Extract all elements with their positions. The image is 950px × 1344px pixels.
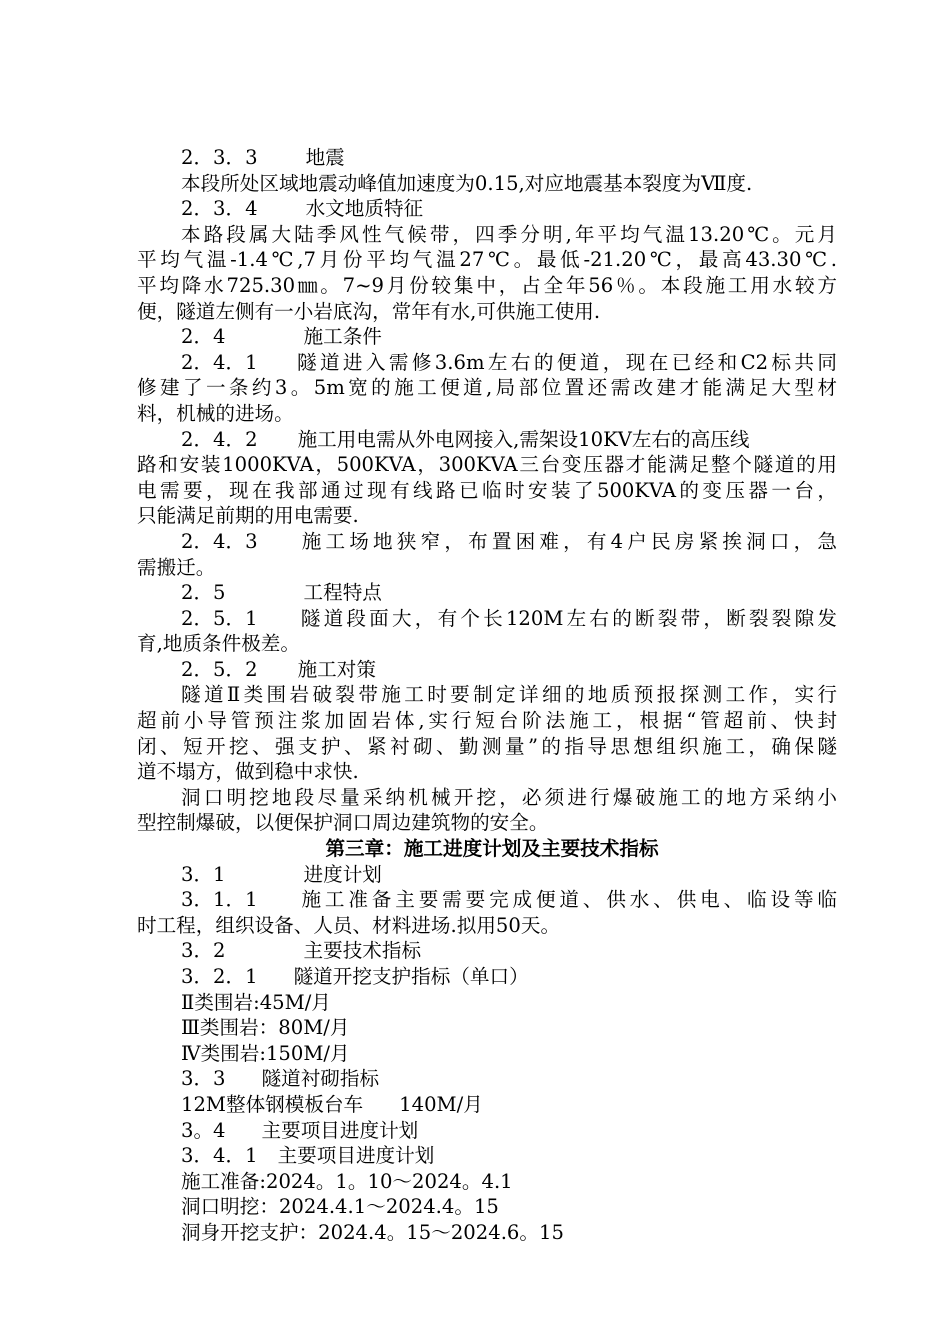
paragraph-line: 只能满足前期的用电需要. [137, 504, 359, 528]
section-2-4-2-line [137, 427, 837, 453]
paragraph-line: 需搬迁。 [137, 555, 216, 579]
paragraph-line: 洞口明挖地段尽量采纳机械开挖，必须进行爆破施工的地方采纳小 [181, 785, 837, 809]
section-2-5-2-heading [137, 657, 837, 683]
section-number: 2．4．1 [181, 350, 258, 374]
paragraph-line: 平均降水725.30㎜。7~9月份较集中，占全年56％。本段施工用水较方 [137, 273, 837, 297]
section-title: 主要技术指标 [303, 939, 422, 963]
section-title: 水文地质特征 [305, 197, 424, 221]
section-number: 3．2 [181, 939, 226, 963]
section-2-5-heading [137, 580, 837, 606]
rock-class-line: Ⅲ类围岩：80M/月 [181, 1016, 350, 1040]
paragraph-text: 隧道段面大，有个长120M左右的断裂带，断裂裂隙发 [297, 606, 837, 630]
chapter-3-title: 第三章：施工进度计划及主要技术指标 [325, 837, 659, 861]
section-title: 施工对策 [297, 657, 376, 681]
trolley-label: 12M整体钢模板台车 [181, 1092, 364, 1116]
section-title: 主要项目进度计划 [277, 1144, 435, 1168]
paragraph-line: 育,地质条件极差。 [137, 632, 300, 656]
section-3-1-1-line [137, 887, 837, 913]
section-number: 2．5 [181, 581, 226, 605]
section-number: 2．4．2 [181, 427, 258, 451]
rock-class-line: Ⅳ类围岩:150M/月 [181, 1041, 350, 1065]
paragraph-line: 本段所处区域地震动峰值加速度为0.15,对应地震基本裂度为Ⅶ度. [181, 171, 753, 195]
section-title: 隧道衬砌指标 [261, 1067, 380, 1091]
paragraph-line: 超前小导管预注浆加固岩体,实行短台阶法施工，根据“管超前、快封 [137, 709, 837, 733]
section-number: 3．4．1 [181, 1144, 258, 1168]
paragraph-line: 闭、短开挖、强支护、紧衬砌、勤测量”的指导思想组织施工，确保隧 [137, 734, 837, 758]
section-2-5-1-line [137, 606, 837, 632]
paragraph-line: 平均气温-1.4℃,7月份平均气温27℃。最低-21.20℃，最高43.30℃. [137, 248, 837, 272]
section-number: 2．3．3 [181, 146, 258, 169]
section-2-3-4-heading [137, 196, 837, 222]
trolley-line [137, 1092, 837, 1118]
section-number: 3．3 [181, 1067, 226, 1091]
section-number: 3．1．1 [181, 888, 258, 912]
section-title: 地震 [305, 146, 345, 169]
section-title: 工程特点 [303, 581, 382, 605]
paragraph-line: 道不塌方，做到稳中求快. [137, 760, 359, 784]
paragraph-line: 便，隧道左侧有一小岩底沟，常年有水,可供施工使用. [137, 299, 601, 323]
section-3-4-heading [137, 1118, 837, 1144]
paragraph-text: 施工用电需从外电网接入,需架设10KV左右的高压线 [297, 427, 750, 451]
section-title: 主要项目进度计划 [261, 1118, 419, 1142]
section-2-4-1-line [137, 350, 837, 376]
paragraph-text: 施工准备主要需要完成便道、供水、供电、临设等临 [297, 888, 837, 912]
section-2-3-3-heading [137, 145, 837, 171]
section-number: 2．4．3 [181, 529, 258, 553]
paragraph-text: 施工场地狭窄，布置困难，有4户民房紧挨洞口，急 [297, 529, 837, 553]
section-number: 2．3．4 [181, 197, 258, 221]
paragraph-line: 修建了一条约3。5m宽的施工便道,局部位置还需改建才能满足大型材 [137, 376, 837, 400]
rock-class-line: Ⅱ类围岩:45M/月 [181, 990, 331, 1014]
section-number: 3．1 [181, 862, 226, 886]
document-page [137, 145, 837, 1246]
section-number: 2．5．1 [181, 606, 258, 630]
section-title: 隧道开挖支护指标（单口） [293, 965, 529, 988]
section-number: 2．5．2 [181, 657, 258, 681]
paragraph-line: 隧道Ⅱ类围岩破裂带施工时要制定详细的地质预报探测工作，实行 [181, 683, 837, 707]
section-2-4-heading [137, 324, 837, 350]
paragraph-line: 电需要，现在我部通过现有线路已临时安装了500KVA的变压器一台， [137, 478, 837, 502]
section-3-1-heading [137, 862, 837, 888]
section-2-4-3-line [137, 529, 837, 555]
paragraph-text: 隧道进入需修3.6m左右的便道，现在已经和C2标共同 [293, 350, 837, 374]
section-3-3-heading [137, 1066, 837, 1092]
section-3-2-heading [137, 938, 837, 964]
section-number: 2．4 [181, 325, 226, 349]
paragraph-line: 时工程，组织设备、人员、材料进场.拟用50天。 [137, 913, 561, 937]
paragraph-line: 路和安装1000KVA，500KVA，300KVA三台变压器才能满足整个隧道的用 [137, 453, 837, 477]
section-3-2-1-heading [137, 964, 837, 990]
trolley-value: 140M/月 [399, 1092, 483, 1116]
section-number: 3。4 [181, 1118, 226, 1142]
section-number: 3．2．1 [181, 965, 258, 988]
section-3-4-1-heading [137, 1143, 837, 1169]
paragraph-line: 型控制爆破，以便保护洞口周边建筑物的安全。 [137, 811, 549, 835]
schedule-line: 洞身开挖支护：2024.4。15～2024.6。15 [181, 1220, 564, 1244]
schedule-line: 洞口明挖：2024.4.1～2024.4。15 [181, 1195, 499, 1219]
section-title: 施工条件 [303, 325, 382, 349]
paragraph-line: 本路段属大陆季风性气候带，四季分明,年平均气温13.20℃。元月 [181, 222, 837, 246]
section-title: 进度计划 [303, 862, 382, 886]
paragraph-line: 料，机械的进场。 [137, 401, 294, 425]
schedule-line: 施工准备:2024。1。10～2024。4.1 [181, 1169, 513, 1193]
